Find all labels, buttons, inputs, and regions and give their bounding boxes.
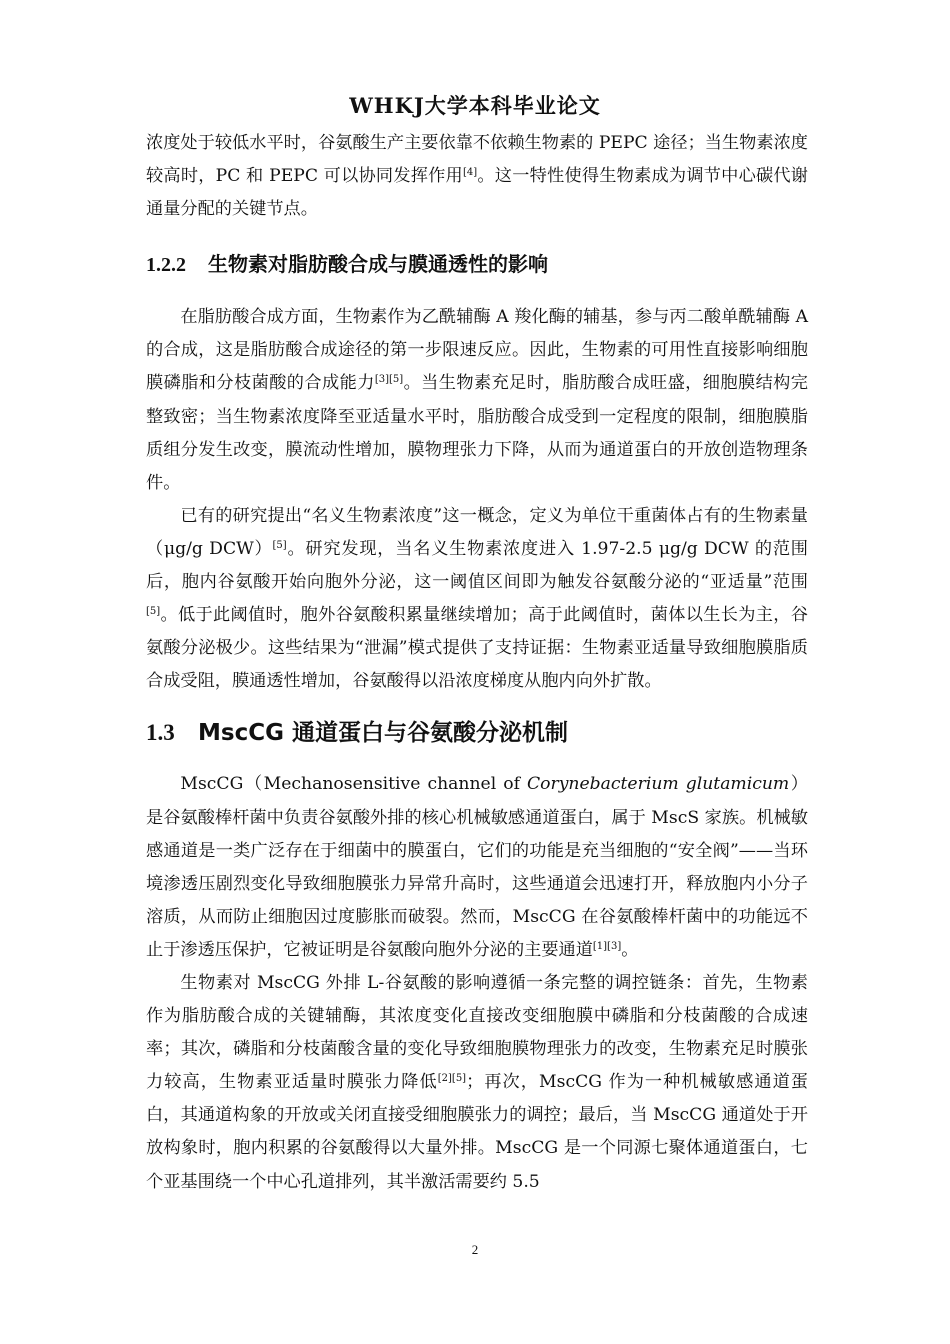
species-name: Corynebacterium glutamicum	[526, 774, 790, 795]
page-number: 2	[471, 1242, 479, 1257]
citation[interactable]: [3][5]	[374, 374, 404, 386]
citation[interactable]: [2][5]	[437, 1073, 467, 1085]
section-title: 生物素对脂肪酸合成与膜通透性的影响	[208, 252, 548, 277]
paragraph-msccg-intro	[146, 768, 808, 967]
paragraph-text: 已有的研究提出“名义生物素浓度”这一概念，定义为单位干重菌体占有的生物素量（μg/g DCW）	[146, 505, 808, 559]
paragraph-text: ；再次，MscCG 作为一种机械敏感通道蛋白，其通道构象的开放或关闭直接受细胞膜张力的调控；最后，当 MscCG 通道处于开放构象时，胞内积累的谷氨酸得以大量外排。MscCG 是一个同源七聚体通道蛋白，七个亚基围绕一个中心孔道排列，其半激活需要约 5.5	[146, 1072, 808, 1192]
paragraph-text: MscCG（Mechanosensitive channel of	[180, 774, 527, 795]
paragraph-text: 在脂肪酸合成方面，生物素作为乙酰辅酶 A 羧化酶的辅基，参与丙二酸单酰辅酶 A 的合成，这是脂肪酸合成途径的第一步限速反应。因此，生物素的可用性直接影响细胞膜磷脂和分枝菌酸的合成能力	[146, 307, 808, 394]
paragraph-text: 生物素对 MscCG 外排 L-谷氨酸的影响遵循一条完整的调控链条：首先，生物素作为脂肪酸合成的关键辅酶，其浓度变化直接改变细胞膜中磷脂和分枝菌酸的合成速率；其次，磷脂和分枝菌酸含量的变化导致细胞膜物理张力的改变，生物素充足时膜张力较高，生物素亚适量时膜张力降低	[146, 972, 808, 1093]
section-number: 1.2.2	[146, 254, 186, 277]
paragraph-text: ）是谷氨酸棒杆菌中负责谷氨酸外排的核心机械敏感通道蛋白，属于 MscS 家族。机械敏感通道是一类广泛存在于细菌中的膜蛋白，它们的功能是充当细胞的“安全阀”——当环境渗透压剧烈变化导致细胞膜张力异常升高时，这些通道会迅速打开，释放胞内小分子溶质，从而防止细胞因过度膨胀而破裂。然而，MscCG 在谷氨酸棒杆菌中的功能远不止于渗透压保护，它被证明是谷氨酸向胞外分泌的主要通道	[146, 774, 808, 960]
paragraph-text: 。低于此阈值时，胞外谷氨酸积累量继续增加；高于此阈值时，菌体以生长为主，谷氨酸分泌极少。这些结果为“泄漏”模式提供了支持证据：生物素亚适量导致细胞膜脂质合成受阻，膜通透性增加，谷氨酸得以沿浓度梯度从胞内向外扩散。	[146, 605, 808, 692]
paragraph-fatty-acid	[146, 301, 808, 500]
paragraph-nominal-biotin	[146, 500, 808, 699]
section-number: 1.3	[146, 720, 175, 746]
paragraph-text: 。	[621, 939, 639, 960]
paragraph-continued	[146, 127, 808, 226]
page-content	[146, 127, 808, 1199]
citation[interactable]: [5]	[146, 606, 161, 618]
running-header: WHKJ大学本科毕业论文	[349, 93, 601, 118]
paragraph-text: 。研究发现，当名义生物素浓度进入 1.97-2.5 μg/g DCW 的范围后，胞内谷氨酸开始向胞外分泌，这一阈值区间即为触发谷氨酸分泌的“亚适量”范围	[146, 538, 808, 593]
section-heading-1-2-2	[146, 248, 808, 281]
paragraph-text: 浓度处于较低水平时，谷氨酸生产主要依靠不依赖生物素的 PEPC 途径；当生物素浓度较高时，PC 和 PEPC 可以协同发挥作用	[146, 133, 808, 187]
citation[interactable]: [4]	[462, 167, 478, 179]
section-heading-1-3	[146, 716, 808, 750]
section-title: MscCG 通道蛋白与谷氨酸分泌机制	[198, 720, 568, 747]
citation[interactable]: [1][3]	[592, 940, 622, 952]
citation[interactable]: [5]	[272, 539, 287, 551]
paragraph-text: 。这一特性使得生物素成为调节中心碳代谢通量分配的关键节点。	[146, 166, 808, 220]
paragraph-text: 。当生物素充足时，脂肪酸合成旺盛，细胞膜结构完整致密；当生物素浓度降至亚适量水平时，脂肪酸合成受到一定程度的限制，细胞膜脂质组分发生改变，膜流动性增加，膜物理张力下降，从而为通道蛋白的开放创造物理条件。	[146, 373, 808, 493]
paragraph-regulation-chain	[146, 967, 808, 1199]
